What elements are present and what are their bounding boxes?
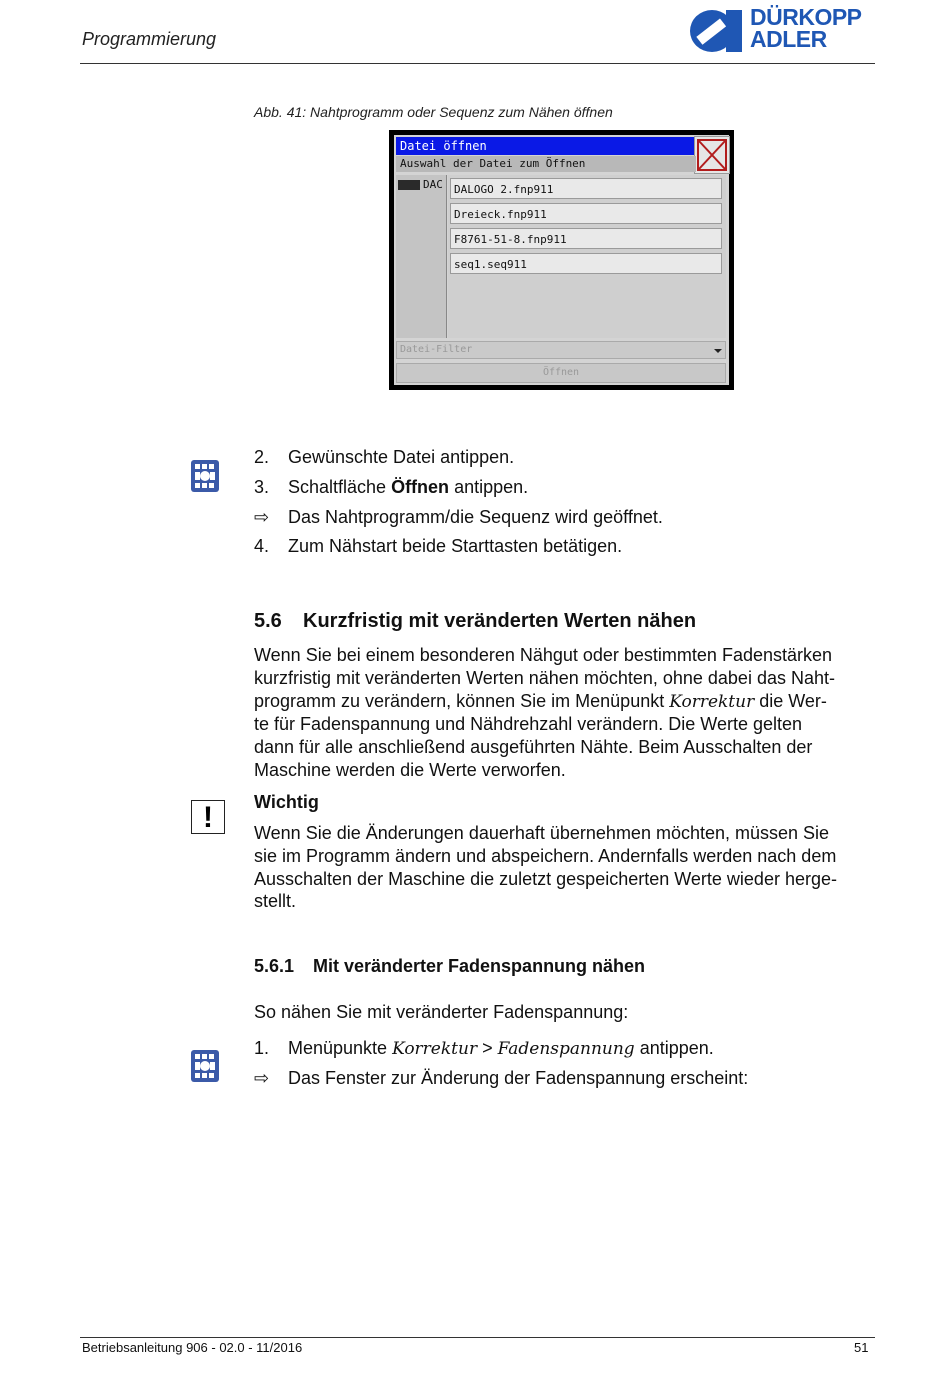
section-title: Kurzfristig mit veränderten Werten nähen [303, 610, 697, 632]
section-number: 5.6 [254, 610, 282, 632]
section-heading [254, 610, 696, 633]
step-text: Das Nahtprogramm/die Sequenz wird geöffnet. [288, 507, 663, 527]
step-item [254, 476, 528, 498]
brand-logo [688, 6, 878, 56]
menu-name: Fadenspannung [497, 1039, 635, 1059]
section-paragraph [254, 644, 874, 782]
result-arrow-icon: ⇨ [254, 1068, 270, 1088]
close-icon [695, 137, 729, 173]
logo-line1: DÜRKOPP [750, 4, 862, 30]
para-line-after: die Wer- [754, 690, 827, 711]
subsection-heading [254, 956, 645, 977]
para-line [254, 690, 874, 714]
menu-separator: > [477, 1038, 498, 1058]
hand-operation-icon [191, 1050, 219, 1082]
step-result [254, 1067, 748, 1089]
menu-name: Korrektur [669, 691, 755, 712]
file-list [448, 175, 726, 338]
dialog-body [394, 135, 729, 385]
file-item[interactable]: DALOGO 2.fnp911 [450, 178, 722, 199]
important-title: Wichtig [254, 792, 319, 812]
footer-doc-info: Betriebsanleitung 906 - 02.0 - 11/2016 [82, 1340, 303, 1355]
open-button[interactable]: Öffnen [396, 363, 726, 383]
logo-mark-icon [688, 8, 744, 54]
folder-icon [398, 180, 420, 190]
step-text: Das Fenster zur Änderung der Fadenspannung erscheint: [288, 1068, 749, 1088]
warning-exclamation-icon: ! [191, 800, 225, 834]
screenshot-file-open [389, 130, 734, 390]
menu-name: Korrektur [392, 1039, 478, 1059]
step-number: 1. [254, 1038, 270, 1058]
header-title: Programmierung [82, 29, 217, 49]
step-text: Gewünschte Datei antippen. [288, 447, 515, 467]
important-line: stellt. [254, 891, 297, 912]
close-button[interactable] [694, 136, 730, 174]
step-number: 4. [254, 536, 270, 556]
important-paragraph [254, 822, 874, 913]
file-item[interactable]: F8761-51-8.fnp911 [450, 228, 722, 249]
footer-rule [80, 1337, 875, 1338]
step-item [254, 446, 514, 468]
step-bold-text: Öffnen [391, 477, 450, 497]
step-text-after: antippen. [634, 1038, 714, 1058]
step-item [254, 535, 622, 557]
important-line: Wenn Sie die Änderungen dauerhaft übernehmen möchten, müssen Sie [254, 823, 830, 843]
para-line-text: programm zu verändern, können Sie im Menüpunkt [254, 690, 670, 711]
para-line: Maschine werden die Werte verworfen. [254, 759, 566, 780]
para-line: dann für alle anschließend ausgeführten Nähte. Beim Ausschalten der [254, 737, 813, 758]
tree-item-dac[interactable] [398, 178, 443, 191]
important-line: Ausschalten der Maschine die zuletzt gespeicherten Werte wieder herge- [254, 868, 837, 889]
para-line: te für Fadenspannung und Nähdrehzahl verändern. Die Werte gelten [254, 714, 803, 735]
figure-caption: Abb. 41: Nahtprogramm oder Sequenz zum Nähen öffnen [254, 104, 613, 120]
hand-operation-icon [191, 460, 219, 492]
tree-item-label: DAC [423, 178, 443, 191]
result-arrow-icon: ⇨ [254, 507, 270, 527]
important-line: sie im Programm ändern und abspeichern. Andernfalls werden nach dem [254, 845, 837, 866]
folder-tree [396, 175, 447, 338]
step-item [254, 1037, 714, 1060]
step-number: 2. [254, 447, 270, 467]
subsection-title: Mit veränderter Fadenspannung nähen [313, 956, 646, 976]
chevron-down-icon [714, 349, 722, 353]
step-text: Schaltfläche [288, 477, 392, 497]
para-line: Wenn Sie bei einem besonderen Nähgut oder bestimmten Fadenstärken [254, 645, 833, 665]
step-text: Zum Nähstart beide Starttasten betätigen. [288, 536, 623, 556]
page-number: 51 [854, 1340, 869, 1355]
file-item[interactable]: seq1.seq911 [450, 253, 722, 274]
para-line: kurzfristig mit veränderten Werten nähen möchten, ohne dabei das Naht- [254, 667, 835, 688]
logo-line2: ADLER [750, 26, 827, 52]
step-result [254, 506, 663, 528]
step-number: 3. [254, 477, 270, 497]
header-rule [80, 63, 875, 64]
dropdown-value: Datei-Filter [400, 344, 473, 355]
subsection-number: 5.6.1 [254, 956, 295, 976]
dialog-subtitle: Auswahl der Datei zum Öffnen [396, 156, 696, 172]
dialog-title: Datei öffnen [396, 137, 696, 155]
step-text: Menüpunkte [288, 1038, 393, 1058]
file-filter-dropdown[interactable] [396, 341, 726, 359]
subsection-intro: So nähen Sie mit veränderter Fadenspannung: [254, 1002, 629, 1022]
step-text-after: antippen. [449, 477, 529, 497]
file-item[interactable]: Dreieck.fnp911 [450, 203, 722, 224]
logo-text [750, 6, 862, 50]
